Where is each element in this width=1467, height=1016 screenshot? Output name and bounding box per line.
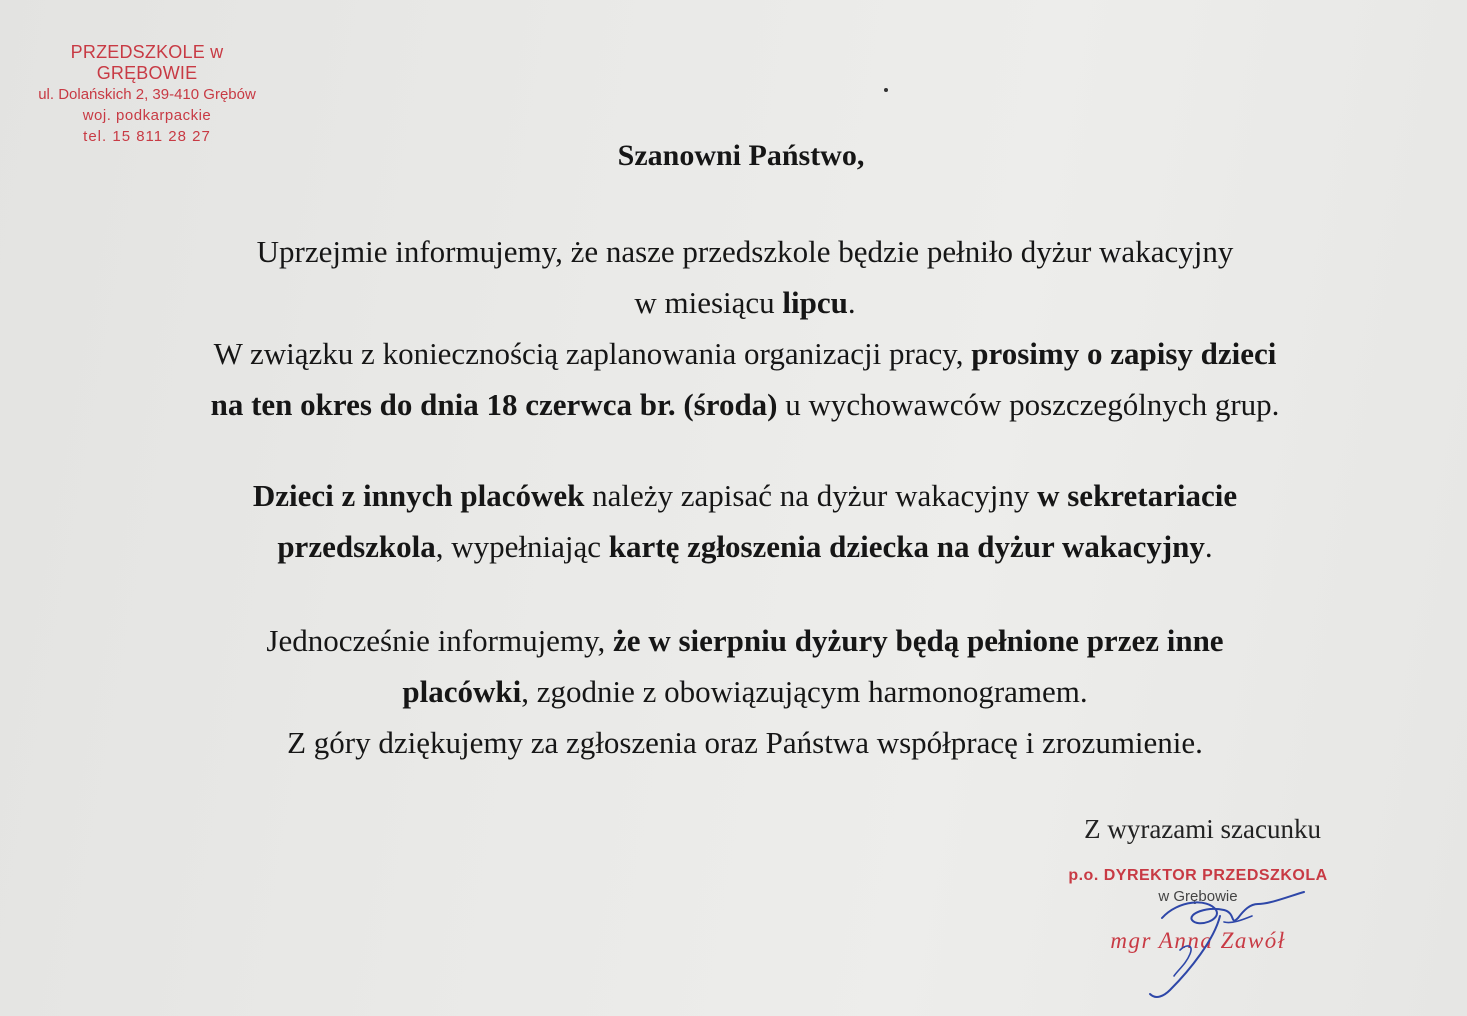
director-location: w Grębowie bbox=[1158, 888, 1238, 905]
paragraph-duty-july bbox=[100, 226, 1390, 430]
paragraph-other-kindergartens bbox=[100, 470, 1390, 572]
stamp-address: ul. Dolańskich 2, 39-410 Grębów bbox=[38, 86, 256, 103]
paragraph-august bbox=[100, 615, 1390, 768]
p1-where: u wychowawców poszczególnych grup. bbox=[777, 387, 1280, 422]
p2-place-cont: przedszkola bbox=[277, 529, 436, 564]
p2-place: w sekretariacie bbox=[1037, 478, 1238, 513]
p3-schedule: , zgodnie z obowiązującym harmonogramem. bbox=[521, 674, 1088, 709]
p3-intro: Jednocześnie informujemy, bbox=[266, 623, 614, 658]
p2-method: , wypełniając bbox=[435, 529, 609, 564]
p3-thanks: Z góry dziękujemy za zgłoszenia oraz Państwa współpracę i zrozumienie. bbox=[287, 725, 1203, 760]
institution-stamp bbox=[22, 42, 272, 147]
p2-action: należy zapisać na dyżur wakacyjny bbox=[584, 478, 1038, 513]
handwritten-signature bbox=[1120, 880, 1320, 1005]
p2-form: kartę zgłoszenia dziecka na dyżur wakacyjny bbox=[608, 529, 1205, 564]
p1-line1: Uprzejmie informujemy, że nasze przedszkole będzie pełniło dyżur wakacyjny bbox=[256, 234, 1234, 269]
p2-period: . bbox=[1204, 529, 1213, 564]
p1-request: prosimy o zapisy dzieci bbox=[971, 336, 1277, 371]
director-title: p.o. DYREKTOR PRZEDSZKOLA bbox=[1068, 867, 1328, 884]
ink-dot bbox=[884, 88, 888, 92]
closing-phrase: Z wyrazami szacunku bbox=[1084, 814, 1321, 844]
p3-august: że w sierpniu dyżury będą pełnione przez inne bbox=[613, 623, 1224, 658]
greeting: Szanowni Państwo, bbox=[617, 139, 865, 172]
director-name: mgr Anna Zawół bbox=[1110, 928, 1286, 953]
stamp-institution-name: PRZEDSZKOLE w GRĘBOWIE bbox=[70, 42, 224, 83]
p1-period: . bbox=[847, 285, 856, 320]
p3-august-cont: placówki bbox=[402, 674, 522, 709]
p1-deadline: na ten okres do dnia 18 czerwca br. (środa) bbox=[210, 387, 778, 422]
p1-month: lipcu bbox=[782, 285, 848, 320]
p1-month-prefix: w miesiącu bbox=[634, 285, 783, 320]
p2-subject: Dzieci z innych placówek bbox=[252, 478, 585, 513]
stamp-region: woj. podkarpackie bbox=[82, 107, 212, 124]
stamp-phone: tel. 15 811 28 27 bbox=[83, 128, 211, 145]
p1-context: W związku z koniecznością zaplanowania organizacji pracy, bbox=[213, 336, 972, 371]
